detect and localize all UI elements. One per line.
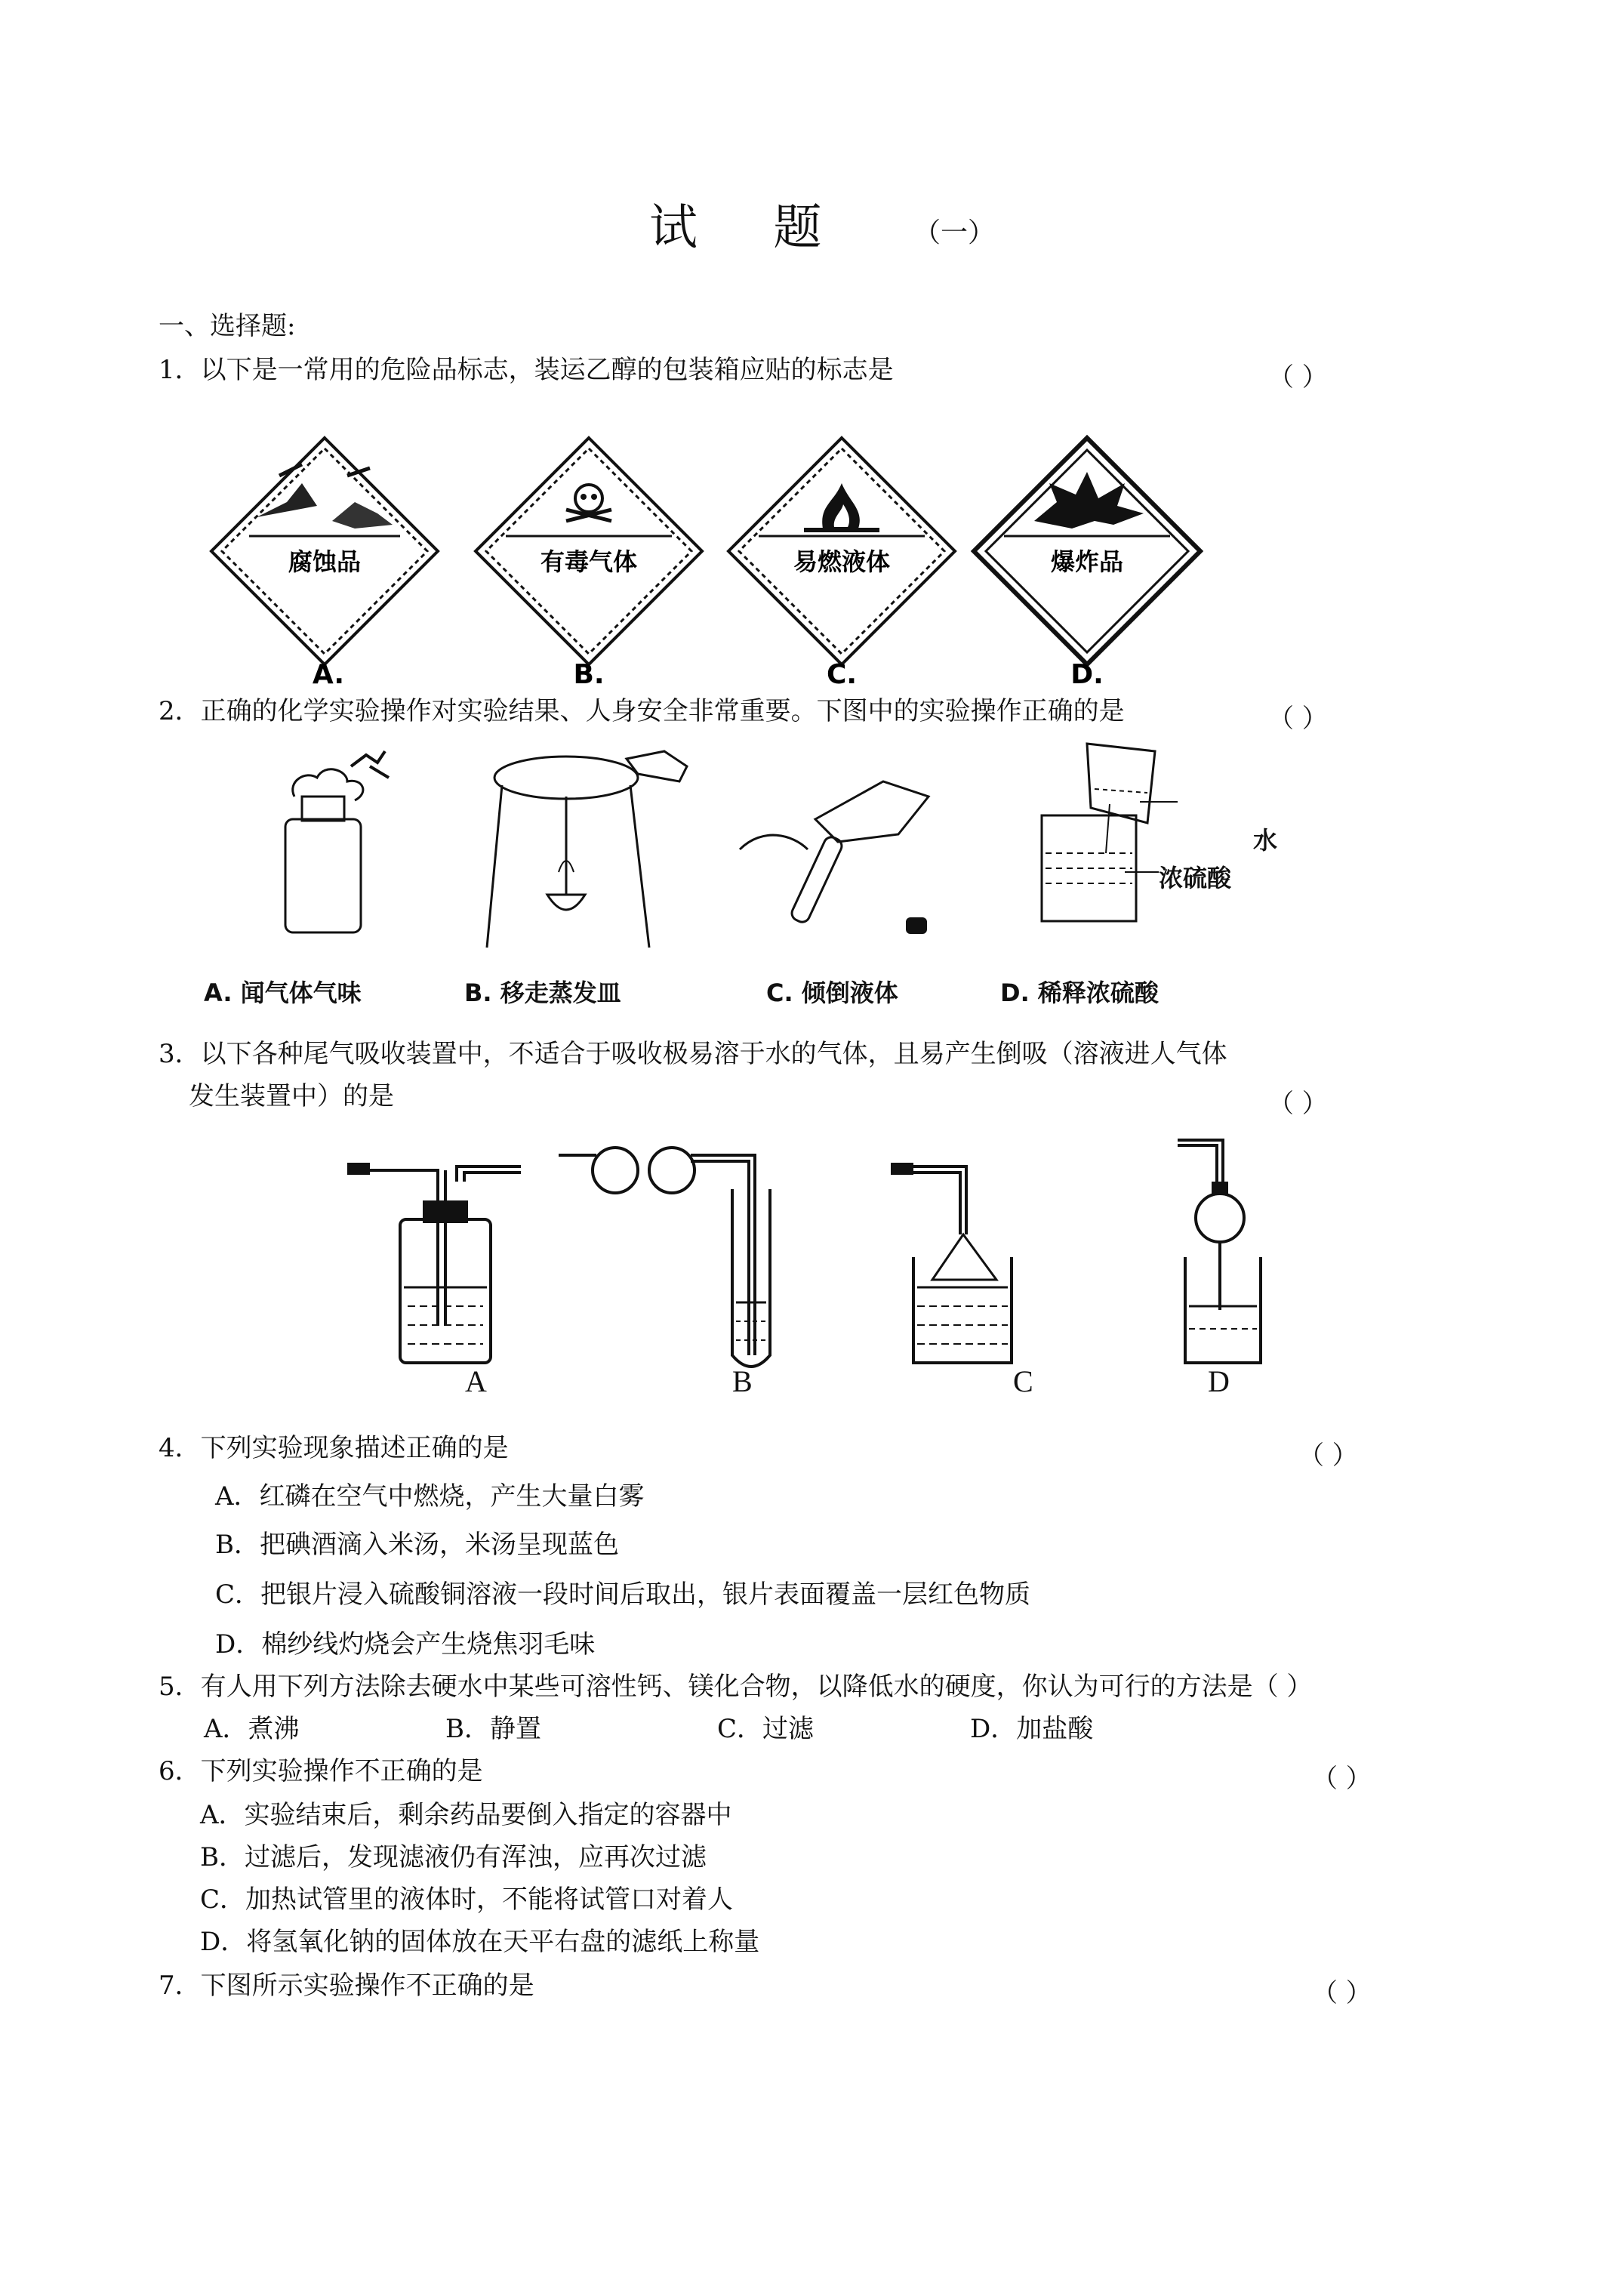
section-heading: 一、选择题:: [159, 311, 296, 341]
q3-letter-c: C: [1013, 1364, 1033, 1398]
sign-corrosive: [211, 438, 438, 690]
q3-letter-b: B: [732, 1364, 753, 1398]
page-title: 试 题: [649, 200, 852, 256]
apparatus-d: [1178, 1140, 1261, 1363]
q4-answer-blank[interactable]: （ ）: [1298, 1441, 1358, 1471]
q6-answer-blank[interactable]: （ ）: [1312, 1764, 1372, 1794]
q1-stem: 1．以下是一常用的危险品标志，装运乙醇的包装箱应贴的标志是: [159, 355, 894, 385]
page-subtitle: （一）: [913, 217, 996, 248]
q5-option-b: B．静置: [445, 1714, 541, 1744]
sign-d-label: 爆炸品: [1050, 547, 1124, 576]
q7-stem: 7．下图所示实验操作不正确的是: [159, 1971, 534, 2001]
q1-answer-blank[interactable]: （ ）: [1268, 362, 1328, 393]
figure-smell-gas: [285, 751, 389, 932]
label-water: 水: [1253, 826, 1278, 855]
q3-letter-a: A: [465, 1364, 487, 1398]
q3-answer-blank[interactable]: （ ）: [1268, 1089, 1328, 1119]
q4-option-d: D．棉纱线灼烧会产生烧焦羽毛味: [215, 1629, 596, 1660]
q6-option-a: A．实验结束后，剩余药品要倒入指定的容器中: [200, 1800, 732, 1830]
sign-a-letter: A.: [312, 659, 345, 690]
q2-caption-a: A. 闻气体气味: [204, 978, 362, 1007]
q4-option-b: B．把碘酒滴入米汤，米汤呈现蓝色: [215, 1530, 619, 1560]
q6-stem: 6．下列实验操作不正确的是: [159, 1756, 483, 1786]
sign-c-letter: C.: [826, 659, 858, 690]
q6-option-d: D．将氢氧化钠的固体放在天平右盘的滤纸上称量: [200, 1927, 760, 1957]
hazard-signs-figure: [204, 430, 1230, 695]
q3-stem-line1: 3．以下各种尾气吸收装置中，不适合于吸收极易溶于水的气体，且易产生倒吸（溶液进人气体: [159, 1039, 1227, 1069]
q3-letter-d: D: [1208, 1364, 1230, 1398]
q5-option-a: A．煮沸: [204, 1714, 300, 1744]
q4-option-a: A．红磷在空气中燃烧，产生大量白雾: [215, 1481, 645, 1512]
q4-option-c: C．把银片浸入硫酸铜溶液一段时间后取出，银片表面覆盖一层红色物质: [215, 1579, 1031, 1610]
q2-caption-d: D. 稀释浓硫酸: [1000, 978, 1159, 1007]
figure-evaporating-dish: [487, 751, 687, 948]
sign-toxic-gas: [476, 438, 702, 690]
q2-stem: 2．正确的化学实验操作对实验结果、人身安全非常重要。下图中的实验操作正确的是: [159, 696, 1125, 726]
q4-stem: 4．下列实验现象描述正确的是: [159, 1433, 509, 1463]
apparatus-b: [559, 1148, 770, 1367]
figure-dilute-acid: [1042, 744, 1178, 921]
q2-answer-blank[interactable]: （ ）: [1268, 704, 1328, 734]
q3-stem-line2: 发生装置中）的是: [189, 1081, 394, 1111]
q5-option-d: D．加盐酸: [970, 1714, 1094, 1744]
figure-pour-liquid: [740, 781, 929, 934]
q5-stem: 5．有人用下列方法除去硬水中某些可溶性钙、镁化合物，以降低水的硬度，你认为可行的方法是（ ）: [159, 1672, 1313, 1702]
sign-flammable-liquid: [728, 438, 955, 690]
label-sulfuric-acid: 浓硫酸: [1159, 864, 1232, 892]
gas-absorption-figure: [332, 1136, 1298, 1378]
lab-operations-figure: [196, 736, 1313, 963]
apparatus-c: [891, 1163, 1012, 1363]
sign-a-label: 腐蚀品: [288, 547, 362, 576]
sign-b-label: 有毒气体: [540, 547, 638, 576]
sign-c-label: 易燃液体: [793, 547, 891, 576]
sign-b-letter: B.: [573, 659, 605, 690]
q2-caption-c: C. 倾倒液体: [766, 978, 898, 1007]
sign-d-letter: D.: [1070, 659, 1104, 690]
q7-answer-blank[interactable]: （ ）: [1312, 1978, 1372, 2008]
q5-option-c: C．过滤: [717, 1714, 815, 1744]
sign-explosive: [974, 438, 1200, 690]
apparatus-a: [347, 1163, 521, 1363]
q2-caption-b: B. 移走蒸发皿: [464, 978, 621, 1007]
q6-option-b: B．过滤后，发现滤液仍有浑浊，应再次过滤: [200, 1842, 707, 1872]
q6-option-c: C．加热试管里的液体时，不能将试管口对着人: [200, 1885, 734, 1915]
